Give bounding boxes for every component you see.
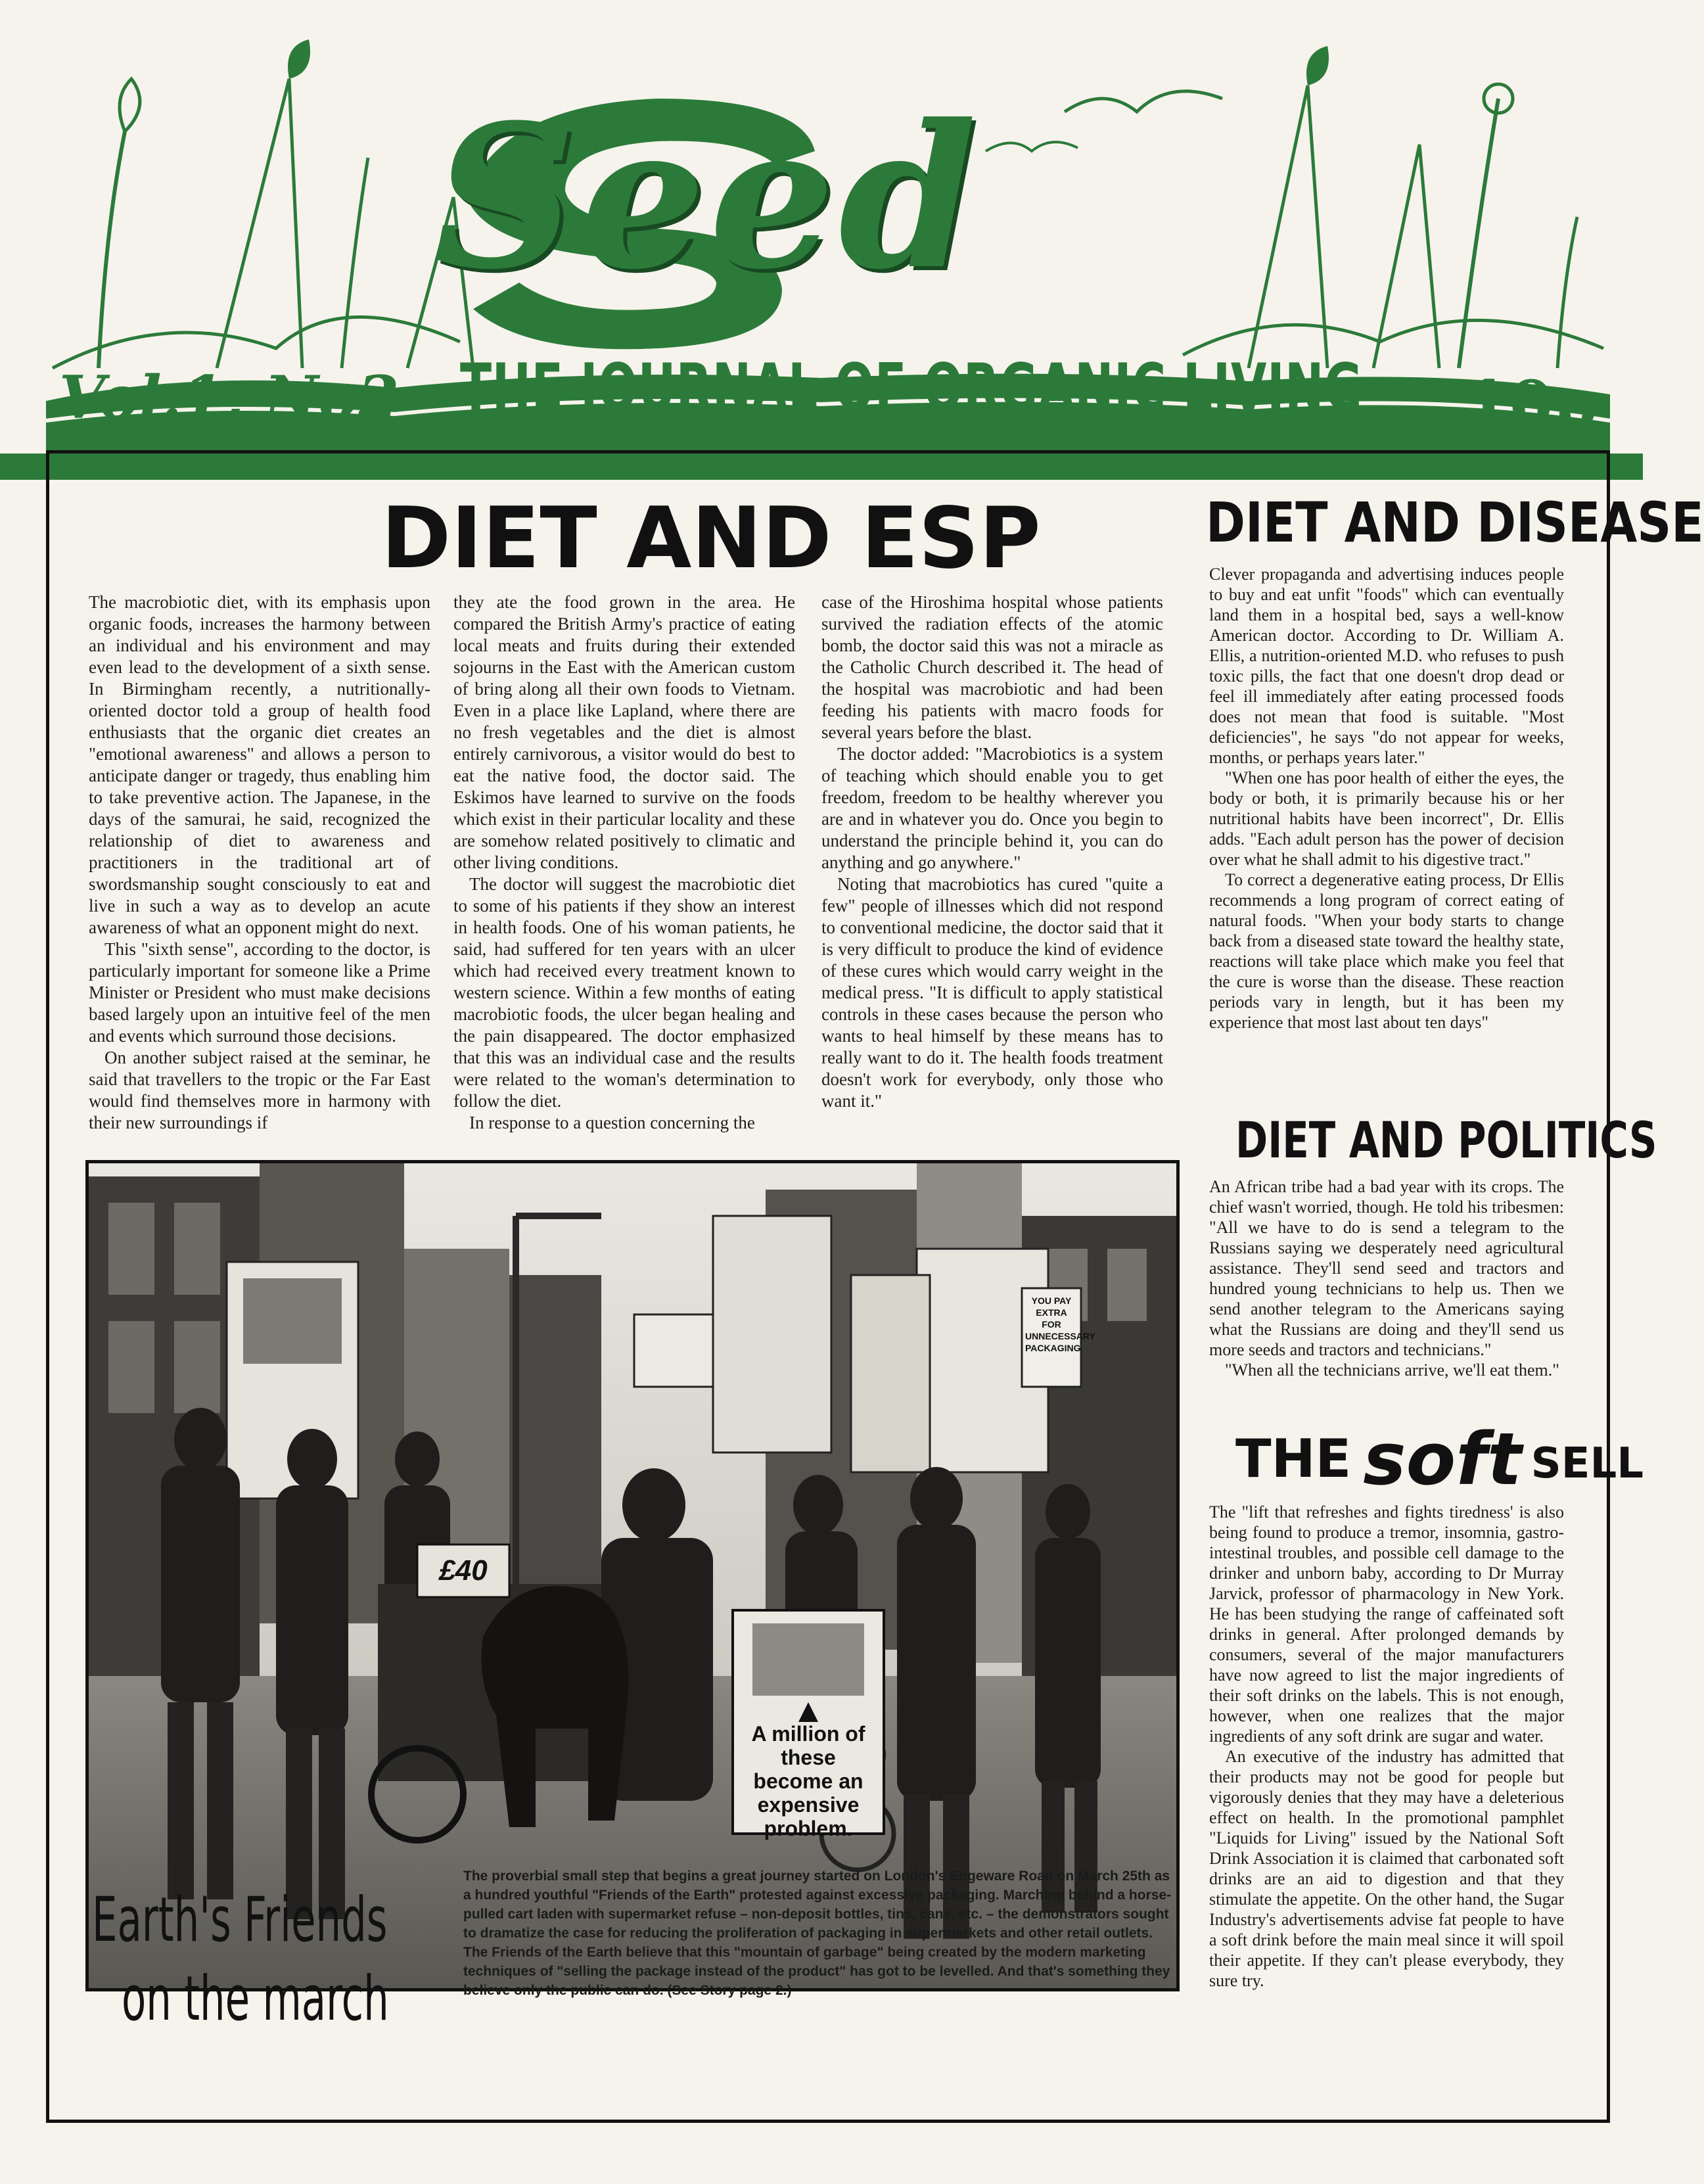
- photo-caption: The proverbial small step that begins a great journey started on London's Edgeware Road on March 25th as a hundred youthful "Friends of the Earth" protested against excessive packaging. Marching behind a horse-pulled cart laden with supermarket refuse – non-deposit bottles, tins, cans, etc. – the demonstrators sought to dramatize the case for reducing the proliferation of packaging in supermarkets and other retail outlets. The Friends of the Earth believe that this "mountain of garbage" being created by the modern marketing techniques of "selling the package instead of the product" has got to be levelled. And that's something they believe only the public can do. (See Story page 2.): [463, 1869, 1172, 1998]
- diet-disease-para-1: Clever propaganda and advertising induces people to buy and eat unfit "foods" which can eventually land them in a hospital bed, says a well-know American doctor. According to Dr. William A. Ellis, a nutrition-oriented M.D. who refuses to push toxic pills, the fact that one doesn't drop dead or feel ill immediately after eating processed foods does not mean that food is suitable. "Most deficiencies", he says "do not appear for weeks, months, or perhaps years later.": [1209, 565, 1564, 767]
- diet-esp-col1-para-3: On another subject raised at the seminar, he said that travellers to the tropic or the Far East would find themselves more in harmony with their new surroundings if: [89, 1048, 430, 1132]
- placard-right-text: YOU PAY EXTRA FOR UNNECESSARY PACKAGING: [1025, 1295, 1095, 1353]
- diet-esp-col2-para-2: The doctor will suggest the macrobiotic diet to some of his patients if they show an interest in health foods. One of his woman patients, he said, had suffered for ten years with an ulcer which had received every treatment known to western science. Within a few months of eating macrobiotic foods, the ulcer began healing and the pain disappeared. The doctor emphasized that this was an individual case and the results were related to the woman's determination to follow the diet.: [453, 874, 795, 1111]
- diet-esp-col3-para-1: case of the Hiroshima hospital whose patients survived the radiation effects of the atomic bomb, the doctor said this was not a miracle as the Catholic Church described it. The head of the hospital was macrobiotic and had been feeding his patients with macro foods for several years before the blast.: [821, 592, 1163, 742]
- diet-esp-column-1: [89, 592, 430, 1134]
- diet-esp-col3-para-3: Noting that macrobiotics has cured "quite a few" people of illnesses which did not respond to conventional medicine, the doctor said that it is very difficult to produce the kind of evidence of these cures which would carry weight in the medical press. "It is difficult to apply statistical controls in these cases because the person who wants to heal himself by these means has to really want to do it. The health foods treatment doesn't work for everybody, only those who want it.": [821, 874, 1163, 1111]
- soft-sell-headline: [1235, 1417, 1644, 1501]
- masthead-title: Seed: [434, 81, 981, 313]
- diet-esp-col3-para-2: The doctor added: "Macrobiotics is a system of teaching which should enable you to get freedom, freedom to be healthy wherever you are and in whatever you do. Once you begin to understand the principle behind it, you can do anything and go anywhere.": [821, 744, 1163, 872]
- diet-esp-headline: DIET AND ESP: [381, 490, 1041, 588]
- diet-esp-column-3: [821, 592, 1163, 1112]
- issue-price: 10p: [1465, 367, 1598, 441]
- diet-politics-para-2: "When all the technicians arrive, we'll eat them.": [1225, 1360, 1559, 1380]
- placard-small-text: £40: [439, 1554, 488, 1587]
- diet-disease-para-2: "When one has poor health of either the eyes, the body or both, it is primarily because his or her nutritional habits have been incorrect", Dr. Ellis adds. "Each adult person has the power of decision over what he shall admit to his digestive tract.": [1209, 768, 1564, 869]
- diet-disease-para-3: To correct a degenerative eating process, Dr Ellis recommends a long program of correct eating of natural foods. "When your body starts to change back from a diseased state toward the healthy state, reactions will take place which make you feel that the cure is worse than the disease. These reaction periods vary in length, but it has been my experience that most last about ten days": [1209, 870, 1564, 1032]
- soft-sell-sell: SELL: [1531, 1439, 1644, 1488]
- diet-esp-col2-para-1: they ate the food grown in the area. He compared the British Army's practice of eating local meats and fruits during their extended sojourns in the East with the American custom of bring along all their own foods to Vietnam. Even in a place like Lapland, where there are no fresh vegetables and the diet is almost entirely carnivorous, a visitor would do best to eat the native food, the doctor said. The Eskimos have learned to survive on the foods which exist in their particular locality and these are somehow related positively to climatic and other living conditions.: [453, 592, 795, 872]
- soft-sell-the: THE: [1235, 1428, 1352, 1489]
- diet-disease-headline: DIET AND DISEASE: [1206, 490, 1704, 555]
- diet-politics-para-1: An African tribe had a bad year with its crops. The chief wasn't worried, though. He told his tribesmen: "All we have to do is send a telegram to the Russians saying we desperately need agricultural assistance. They'll send seed and tractors and hundred young technicians to help us. Then we send another telegram to the Americans saying what the Russians are doing and they'll send us more seeds and tractors and technicians.": [1209, 1177, 1564, 1359]
- masthead-subtitle: THE JOURNAL OF ORGANIC LIVING: [460, 350, 1363, 425]
- diet-politics-body: [1209, 1176, 1564, 1380]
- protest-photo-illustration: [89, 1163, 1176, 1988]
- diet-politics-headline: DIET AND POLITICS: [1235, 1111, 1657, 1169]
- earths-friends-line-2: on the march: [122, 1963, 389, 2035]
- masthead: [0, 0, 1643, 460]
- soft-sell-para-2: An executive of the industry has admitted that their products may not be good for people but vigorously denies that they may have a deleterious effect on health. In the promotional pamphlet "Liquids for Living" issued by the National Soft Drink Association it is claimed that carbonated soft drinks are an aid to digestion and that they stimulate the appetite. On the other hand, the Sugar Industry's advertisements advise fat people to have a soft drink before the main meal since it will spoil their appetite. If they can't please everybody, they sure try.: [1209, 1747, 1564, 1990]
- soft-sell-body: [1209, 1502, 1564, 1991]
- placard-main-text: A million of these become an expensive problem.: [751, 1722, 865, 1840]
- soft-sell-soft: soft: [1363, 1417, 1522, 1501]
- diet-esp-col2-para-3: In response to a question concerning the: [469, 1113, 755, 1132]
- volume-number: Vol.1, No2: [59, 363, 400, 432]
- diet-esp-col1-para-1: The macrobiotic diet, with its emphasis upon organic foods, increases the harmony between an individual and his environment and may even lead to the development of a sixth sense. In Birmingham recently, a nutritionally-oriented doctor told a group of health food enthusiasts that the organic diet creates an "emotional awareness" and allows a person to anticipate danger or tragedy, thus enabling him to take preventive action. The Japanese, in the days of the samurai, he said, recognized the relationship of diet to awareness and practitioners in the traditional art of swordsmanship sought consciously to eat and live in such a way as to develop an acute awareness of what an opponent might do next.: [89, 592, 430, 937]
- diet-disease-body: [1209, 564, 1564, 1033]
- diet-esp-column-2: [453, 592, 795, 1134]
- soft-sell-para-1: The "lift that refreshes and fights tiredness' is also being found to produce a tremor, insomnia, gastro-intestinal troubles, and possible cell damage to the drinker and unborn baby, according to Dr Murray Jarvick, professor of pharmacology in New York. He has been studying the range of caffeinated soft drinks in general. After prolonged demands by consumers, several of the major manufacturers have now agreed to list the major ingredients of their soft drinks on the labels. This is not enough, however, when one realizes that the major ingredients of any soft drink are sugar and water.: [1209, 1502, 1564, 1746]
- earths-friends-line-1: Earth's Friends: [92, 1884, 388, 1956]
- diet-esp-col1-para-2: This "sixth sense", according to the doctor, is particularly important for someone like a Prime Minister or President who must make decisions based largely upon an intuitive feel of the men and events which surround those decisions.: [89, 939, 430, 1046]
